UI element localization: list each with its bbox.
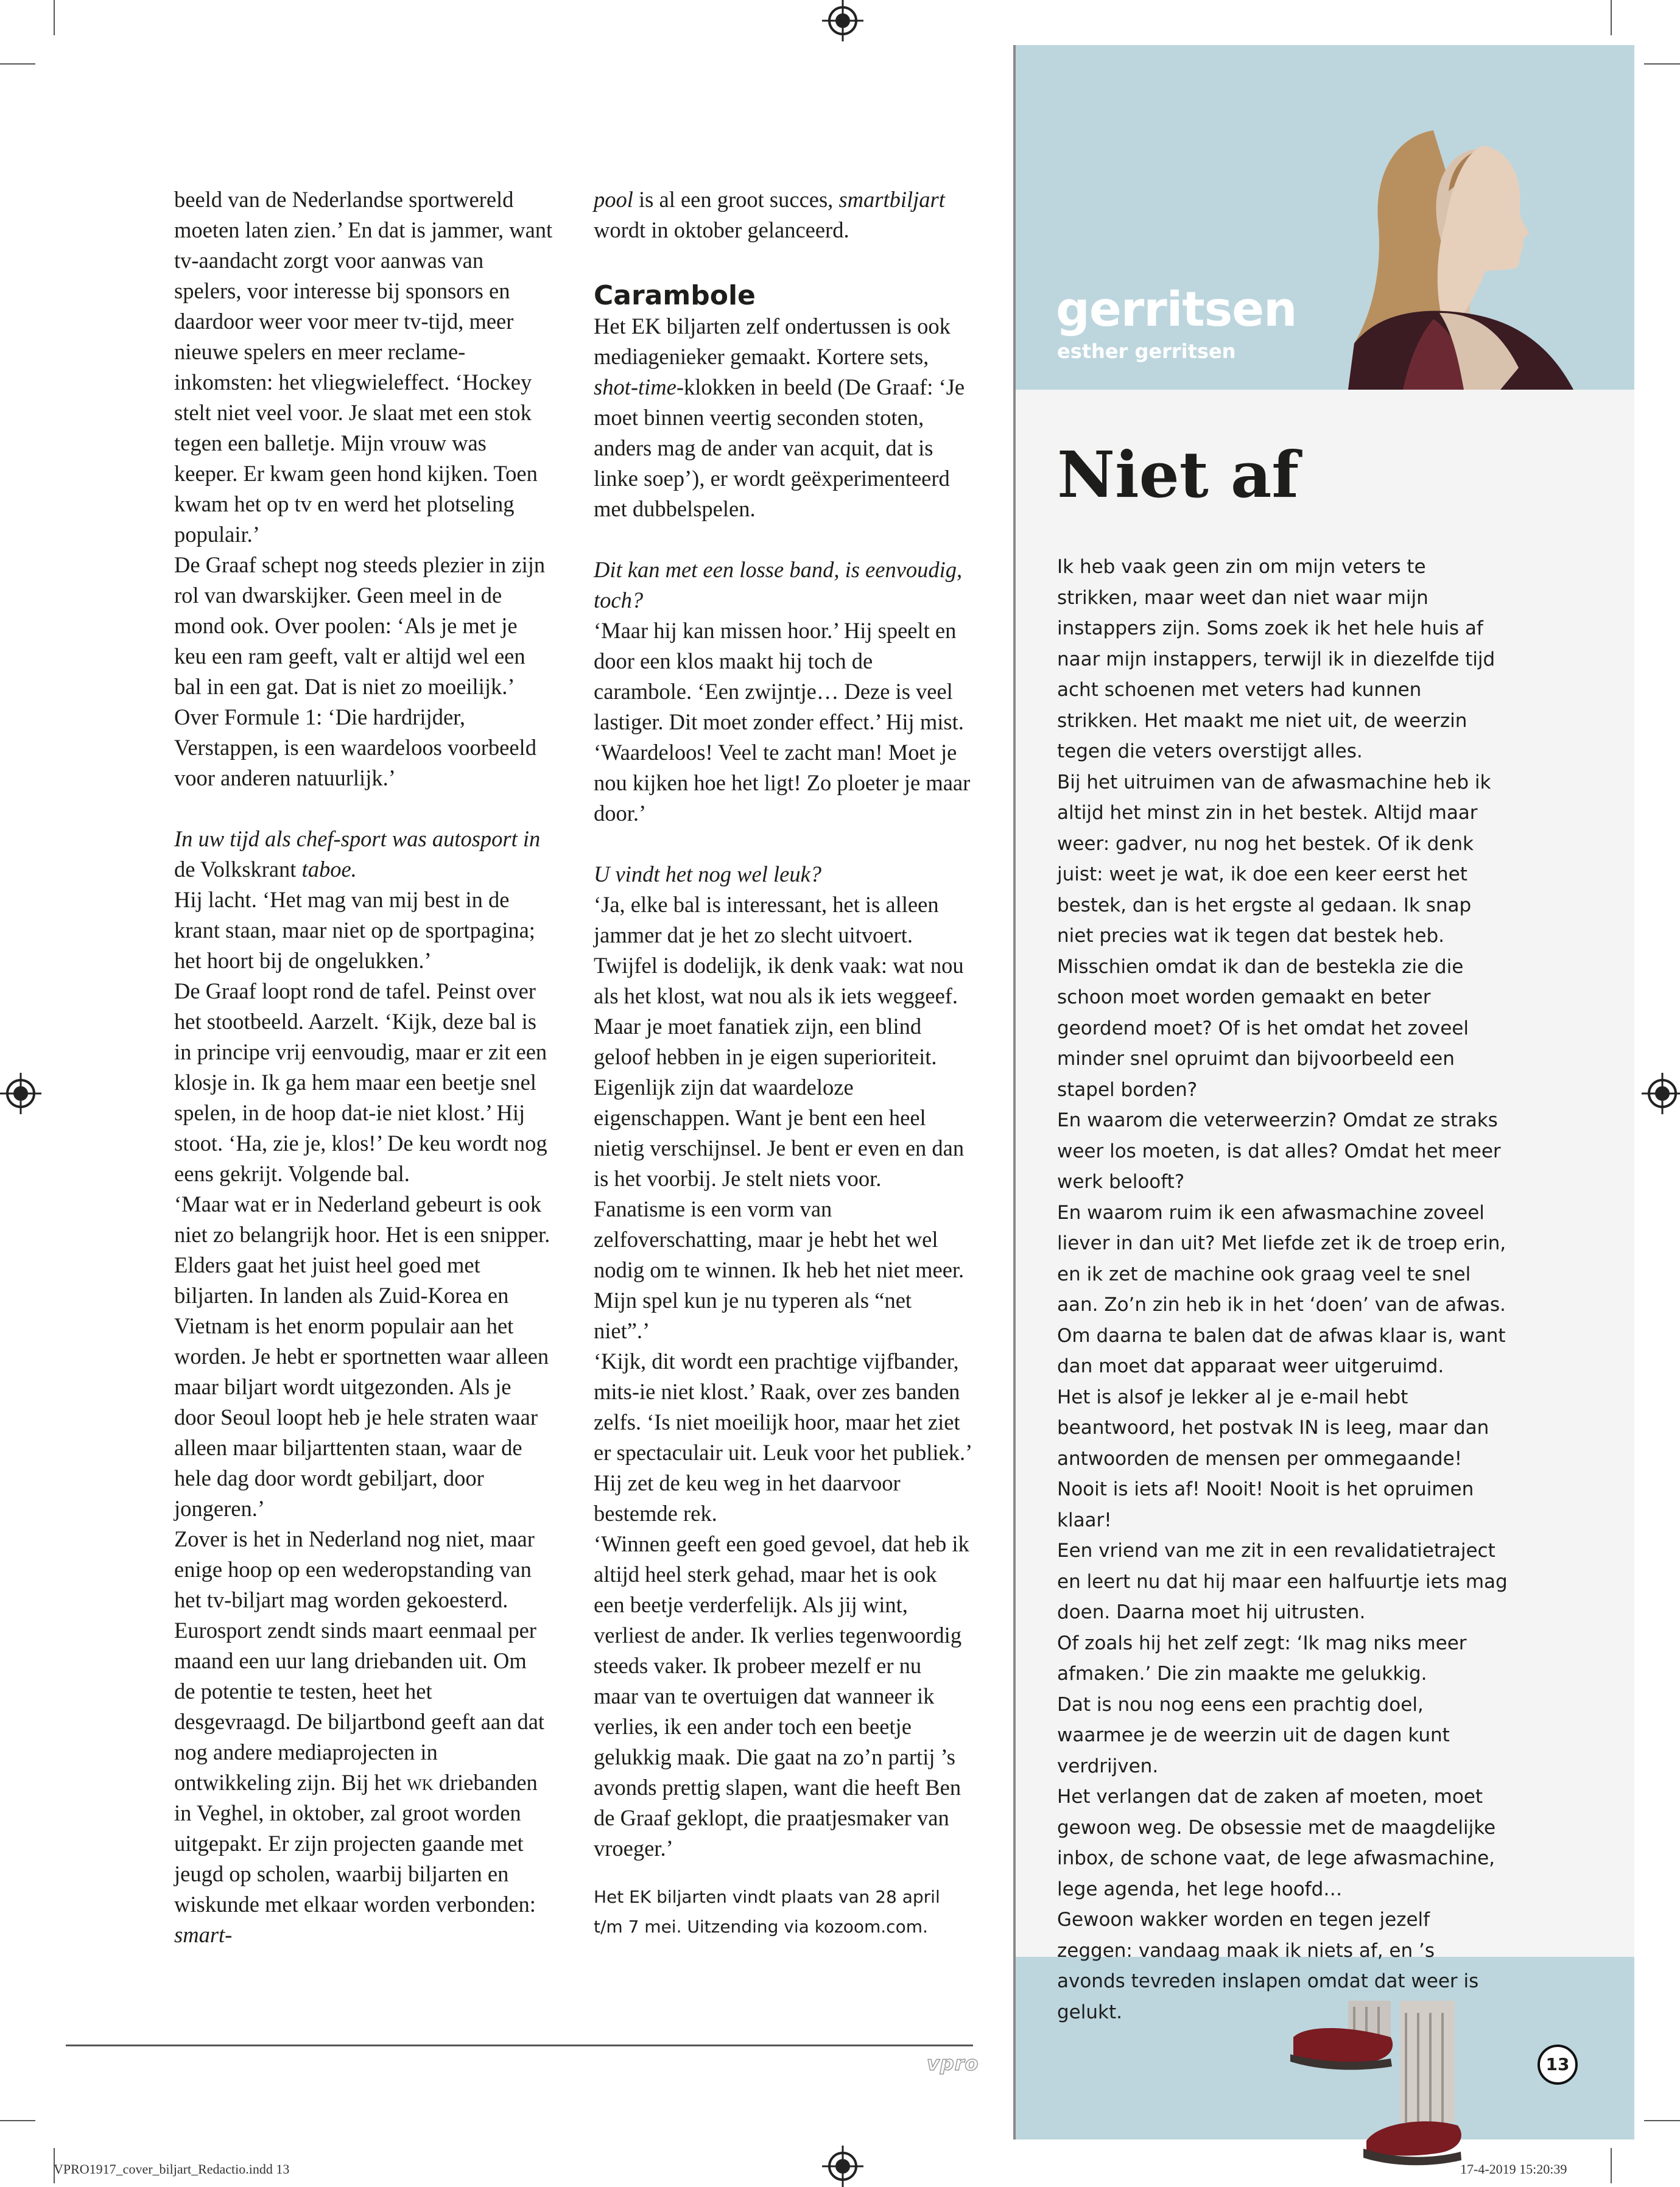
page-number: 13: [1538, 2045, 1578, 2085]
feet-illustration: [1257, 2001, 1500, 2183]
column-paragraph: Het verlangen dat de zaken af moeten, moet gewoon weg. De obsessie met de maagdelijke inbox, de schone vaat, de lege afwasmachine, lege agenda, het lege hoofd…: [1057, 1786, 1496, 1900]
article-paragraph: pool is al een groot succes, smartbiljart wordt in oktober gelanceerd.: [594, 187, 945, 242]
column-paragraph: Een vriend van me zit in een revalidatietraject en leert nu dat hij maar een halfuurtje iets mag doen. Daarna moet hij uitrusten.: [1057, 1540, 1508, 1623]
crop-mark: [54, 0, 55, 35]
crop-mark: [1644, 63, 1680, 65]
sidebar-divider: [1013, 45, 1016, 2140]
registration-mark-icon: [828, 6, 857, 35]
article-paragraph: De Graaf loopt rond de tafel. Peinst over het stootbeeld. Aarzelt. ‘Kijk, deze bal is in principe vrij eenvoudig, maar er zit een klosje in. Ik ga hem maar een beetje snel spelen, in de hoop dat-ie niet klost.’ Hij stoot. ‘Ha, zie je, klos!’ De keu wordt nog eens gekrijt. Volgende bal.: [174, 978, 547, 1186]
article-paragraph: Zover is het in Nederland nog niet, maar enige hoop op een wederopstanding van het tv-biljart mag worden gekoesterd. Eurosport zendt sinds maart eenmaal per maand een uur lang driebanden uit. Om de potentie te testen, heet het desgevraagd. De biljartbond geeft aan dat nog andere mediaprojecten in ontwikkeling zijn. Bij het wk driebanden in Veghel, in oktober, zal groot worden uitgepakt. Er zijn projecten gaande met jeugd op scholen, waarbij biljarten en wiskunde met elkaar worden verbonden: smart-: [174, 1526, 545, 1947]
article-paragraph: Hij lacht. ‘Het mag van mij best in de krant staan, maar niet op de sportpagina; het hoort bij de ongelukken.’: [174, 887, 535, 973]
column-name: gerritsen: [1056, 283, 1297, 337]
column-paragraph: Dat is nou nog eens een prachtig doel, waarmee je de weerzin uit de dagen kunt verdrijven.: [1057, 1693, 1450, 1777]
column-paragraph: Gewoon wakker worden en tegen jezelf zeggen: vandaag maak ik niets af, en ’s avonds tevreden inslapen omdat dat weer is gelukt.: [1057, 1909, 1479, 2023]
crop-mark: [0, 63, 35, 65]
crop-mark: [0, 2120, 35, 2121]
registration-mark-icon: [828, 2152, 857, 2181]
registration-mark-icon: [1648, 1079, 1677, 1108]
column-paragraph: Het is alsof je lekker al je e-mail hebt beantwoord, het postvak IN is leeg, maar dan antwoorden de mensen per ommegaande! Nooit is iets af! Nooit! Nooit is het opruimen klaar!: [1057, 1386, 1489, 1531]
interview-question: In uw tijd als chef-sport was autosport in de Volkskrant taboe.: [174, 826, 541, 882]
article-paragraph: De Graaf schept nog steeds plezier in zijn rol van dwarskijker. Geen meel in de mond ook. Over poolen: ‘Als je met je keu een ram geeft, valt er altijd wel een bal in een gat. Dat is niet zo moeilijk.’ Over Formule 1: ‘Die hardrijder, Verstappen, is een waardeloos voorbeeld voor anderen natuurlijk.’: [174, 552, 546, 790]
article-paragraph: beeld van de Nederlandse sportwereld moeten laten zien.’ En dat is jammer, want tv-aandacht zorgt voor aanwas van spelers, voor interesse bij sponsors en daardoor weer voor meer tv-tijd, meer nieuwe spelers en meer reclame-inkomsten: het vliegwieleffect. ‘Hockey stelt niet veel voor. Je slaat met een stok tegen een balletje. Mijn vrouw was keeper. Er kwam geen hond kijken. Toen kwam het op tv en werd het plotseling populair.’: [174, 187, 553, 547]
registration-mark-icon: [6, 1079, 35, 1108]
event-note: Het EK biljarten vindt plaats van 28 april t/m 7 mei. Uitzending via kozoom.com.: [594, 1887, 940, 1937]
crop-mark: [1611, 2148, 1612, 2183]
article-paragraph: ‘Ja, elke bal is interessant, het is alleen jammer dat je het zo slecht uitvoert. Twijfel is dodelijk, ik denk vaak: wat nou als het klost, wat nou als ik iets weggeef. Maar je moet fanatiek zijn, een blind geloof hebben in je eigen superioriteit. Eigenlijk zijn dat waardeloze eigenschappen. Want je bent een heel nietig verschijnsel. Je bent er even en dan is het voorbij. Je stelt niets voor. Fanatisme is een vorm van zelfoverschatting, maar je hebt het wel nodig om te winnen. Ik heb het niet meer. Mijn spel kun je nu typeren als “net niet”.’: [594, 892, 965, 1343]
article-column-middle: [594, 184, 971, 1942]
interview-question: U vindt het nog wel leuk?: [594, 862, 822, 886]
article-paragraph: ‘Winnen geeft een goed gevoel, dat heb ik altijd heel sterk gehad, maar het is ook een beetje verderfelijk. Als jij wint, verliest de ander. Ik verlies tegenwoordig steeds vaker. Ik probeer mezelf er nu maar van te overtuigen dat wanneer ik verlies, ik een ander toch een beetje gelukkig maak. Die gaat na zo’n partij ’s avonds prettig slapen, want die heeft Ben de Graaf geklopt, die praatjesmaker van vroeger.’: [594, 1531, 969, 1861]
crop-mark: [1644, 2120, 1680, 2121]
crop-mark: [1611, 0, 1612, 35]
column-body: [1057, 552, 1508, 2027]
column-paragraph: Of zoals hij het zelf zegt: ‘Ik mag niks meer afmaken.’ Die zin maakte me gelukkig.: [1057, 1632, 1467, 1685]
column-paragraph: Bij het uitruimen van de afwasmachine heb ik altijd het minst zin in het bestek. Altijd maar weer: gadver, nu nog het bestek. Of ik denk juist: weet je wat, ik doe een keer eerst het bestek, dan is het ergste al gedaan. Ik snap niet precies wat ik tegen dat bestek heb. Misschien omdat ik dan de bestekla zie die schoon moet worden gemaakt en beter geordend moet? Of is het omdat het zoveel minder snel opruimt dan bijvoorbeeld een stapel borden?: [1057, 771, 1491, 1101]
print-slug-file: VPRO1917_cover_biljart_Redactio.indd 13: [54, 2161, 290, 2177]
column-paragraph: En waarom ruim ik een afwasmachine zoveel liever in dan uit? Met liefde zet ik de troep erin, en ik zet de machine ook graag veel te snel aan. Zo’n zin heb ik in het ‘doen’ van de afwas. Om daarna te balen dat de afwas klaar is, want dan moet dat apparaat weer uitgeruimd.: [1057, 1201, 1506, 1377]
footer-rule: [66, 2045, 973, 2046]
vpro-logo: vpro: [927, 2052, 979, 2075]
article-paragraph: ‘Maar wat er in Nederland gebeurt is ook niet zo belangrijk hoor. Het is een snipper. Elders gaat het juist heel goed met biljarten. In landen als Zuid-Korea en Vietnam is het enorm populair aan het worden. Je hebt er sportnetten waar alleen maar biljart wordt uitgezonden. Als je door Seoul loopt heb je hele straten waar alleen maar biljarttenten staan, waar de hele dag door wordt gebiljart, door jongeren.’: [174, 1192, 550, 1521]
column-title: Niet af: [1057, 437, 1299, 512]
column-author: esther gerritsen: [1057, 340, 1236, 363]
article-paragraph: Het EK biljarten zelf ondertussen is ook mediagenieker gemaakt. Kortere sets, shot-time-klokken in beeld (De Graaf: ‘Je moet binnen veertig seconden stoten, anders mag de ander van acquit, dat is linke soep’), er wordt geëxperimenteerd met dubbelspelen.: [594, 314, 965, 521]
column-paragraph: Ik heb vaak geen zin om mijn veters te strikken, maar weet dan niet waar mijn instappers zijn. Soms zoek ik het hele huis af naar mijn instappers, terwijl ik in diezelfde tijd acht schoenen met veters had kunnen strikken. Het maakt me niet uit, de weerzin tegen die veters overstijgt alles.: [1057, 556, 1495, 762]
author-portrait: [1281, 112, 1598, 390]
article-paragraph: ‘Maar hij kan missen hoor.’ Hij speelt en door een klos maakt hij toch de carambole. ‘Een zwijntje… Deze is veel lastiger. Dit moet zonder effect.’ Hij mist. ‘Waardeloos! Veel te zacht man! Moet je nou kijken hoe het ligt! Zo ploeter je maar door.’: [594, 618, 971, 826]
article-column-left: [174, 184, 553, 1950]
article-paragraph: ‘Kijk, dit wordt een prachtige vijfbander, mits-ie niet klost.’ Raak, over zes banden zelfs. ‘Is niet moeilijk hoor, maar het ziet er spectaculair uit. Leuk voor het publiek.’ Hij zet de keu weg in het daarvoor bestemde rek.: [594, 1349, 971, 1526]
section-heading: Carambole: [594, 280, 756, 311]
column-paragraph: En waarom die veterweerzin? Omdat ze straks weer los moeten, is dat alles? Omdat het meer werk belooft?: [1057, 1109, 1501, 1193]
print-slug-date: 17-4-2019 15:20:39: [1460, 2161, 1567, 2177]
interview-question: Dit kan met een losse band, is eenvoudig, toch?: [594, 557, 963, 613]
